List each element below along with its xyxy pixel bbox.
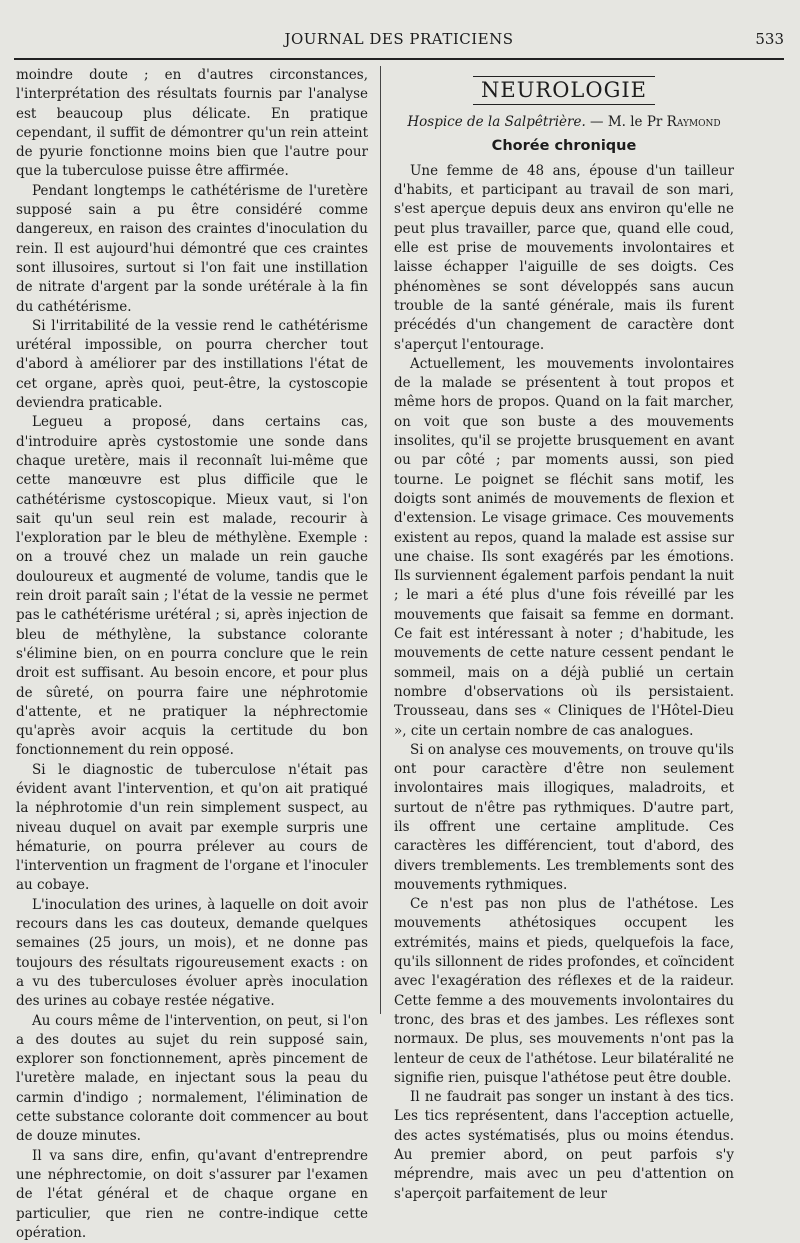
paragraph: Si l'irritabilité de la vessie rend le cathétérisme urétéral impossible, on pourra chercher tout d'abord à améliorer par des instillations l'état de cet organe, après quoi, peut-être, la cystoscopie deviendra praticable. (16, 317, 368, 412)
article-source (394, 113, 734, 132)
header-rule (14, 58, 784, 60)
source-separator: — M. le Pr (585, 114, 667, 131)
paragraph: Au cours même de l'intervention, on peut, si l'on a des doutes au sujet du rein supposé sain, explorer son fonctionnement, après pincement de l'uretère malade, en injectant sous la peau du carmin d'indigo ; normalement, l'élimination de cette substance colorante doit commencer au bout de douze minutes. (16, 1012, 368, 1145)
right-column (394, 66, 734, 1204)
paragraph: Il va sans dire, enfin, qu'avant d'entreprendre une néphrectomie, on doit s'assurer par l'examen de l'état général et de chaque organe en particulier, que rien ne contre-indique cette opération. (16, 1147, 368, 1241)
source-author: Raymond (666, 114, 721, 131)
paragraph: Si le diagnostic de tuberculose n'était pas évident avant l'intervention, et qu'on ait pratiqué la néphrotomie d'un rein simplement suspect, au niveau duquel on avait par exemple surpris une hématurie, on pourra prélever au cours de l'intervention un fragment de l'organe et l'inoculer au cobaye. (16, 761, 368, 894)
section-title-text: NEUROLOGIE (473, 76, 655, 105)
paragraph: Si on analyse ces mouvements, on trouve qu'ils ont pour caractère d'être non seulement involontaires mais illogiques, maladroits, et surtout de n'être pas rythmiques. D'autre part, ils offrent une certaine amplitude. Ces caractères les différencient, tout d'abord, des divers tremblements. Les tremblements sont des mouvements rythmiques. (394, 741, 734, 893)
paragraph: Pendant longtemps le cathétérisme de l'uretère supposé sain a pu être considéré comme dangereux, en raison des craintes d'inoculation du rein. Il est aujourd'hui démontré que ces craintes sont illusoires, surtout si l'on fait une instillation de nitrate d'argent par la sonde urétérale à la fin du cathétérisme. (16, 182, 368, 315)
paragraph: Ce n'est pas non plus de l'athétose. Les mouvements athétosiques occupent les extrémités, mains et pieds, quelquefois la face, qu'ils sillonnent de rides profondes, et coïncident avec l'exagération des réflexes et de la raideur. Cette femme a des mouvements involontaires du tronc, des bras et des jambes. Les réflexes sont normaux. De plus, ses mouvements n'ont pas la lenteur de ceux de l'athétose. Leur bilatéralité ne signifie rien, puisque l'athétose peut être double. (394, 896, 734, 1086)
paragraph: Actuellement, les mouvements involontaires de la malade se présentent à tout propos et même hors de propos. Quand on la fait marcher, on voit que son buste a des mouvements insolites, qu'il se projette brusquement en avant ou par côté ; par moments aussi, son pied tourne. Le poignet se fléchit sans motif, les doigts sont animés de mouvements de flexion et d'extension. Le visage grimace. Ces mouvements existent au repos, quand la malade est assise sur une chaise. Ils sont exagérés par les émotions. Ils surviennent également parfois pendant la nuit ; le mari a été plus d'une fois réveillé par les mouvements que faisait sa femme en dormant. Ce fait est intéressant à noter ; d'habitude, les mouvements de cette nature cessent pendant le sommeil, mais on a déjà publié un certain nombre d'observations où ils persistaient. Trousseau, dans ses « Cliniques de l'Hôtel-Dieu », cite un certain nombre de cas analogues. (394, 355, 734, 739)
running-header (14, 28, 784, 50)
page-number: 533 (755, 30, 784, 48)
source-hospital: Hospice de la Salpêtrière. (407, 114, 586, 131)
section-title (394, 76, 734, 105)
paragraph: L'inoculation des urines, à laquelle on doit avoir recours dans les cas douteux, demande quelques semaines (25 jours, un mois), et ne donne pas toujours des résultats rigoureusement exacts : on a vu des tuberculoses évoluer après inoculation des urines au cobaye restée négative. (16, 896, 368, 1010)
column-divider (380, 66, 381, 1014)
paragraph: moindre doute ; en d'autres circonstances, l'interprétation des résultats fournis par l'analyse est beaucoup plus délicate. En pratique cependant, il suffit de démontrer qu'un rein atteint de pyurie fonctionne moins bien que l'autre pour que la tuberculose puisse être affirmée. (16, 67, 368, 180)
journal-title: JOURNAL DES PRATICIENS (284, 30, 514, 48)
paragraph: Legueu a proposé, dans certains cas, d'introduire après cystostomie une sonde dans chaque uretère, mais il reconnaît lui-même que cette manœuvre est plus difficile que le cathétérisme cystoscopique. Mieux vaut, si l'on sait qu'un seul rein est malade, recourir à l'exploration par le bleu de méthylène. Exemple : on a trouvé chez un malade un rein gauche douloureux et augmenté de volume, tandis que le rein droit paraît sain ; l'état de la vessie ne permet pas le cathétérisme urétéral ; si, après injection de bleu de méthylène, la substance colorante s'élimine bien, on en pourra conclure que le rein droit est suffisant. Au besoin encore, et pour plus de sûreté, on pourra faire une néphrotomie d'attente, et ne pratiquer la néphrectomie qu'après avoir acquis la certitude du bon fonctionnement du rein opposé. (16, 414, 368, 759)
paragraph: Il ne faudrait pas songer un instant à des tics. Les tics représentent, dans l'acception actuelle, des actes systématisés, plus ou moins étendus. Au premier abord, on peut parfois s'y méprendre, mais avec un peu d'attention on s'aperçoit parfaitement de leur (394, 1089, 734, 1202)
article-title: Chorée chronique (491, 137, 637, 154)
left-column (16, 66, 368, 1243)
paragraph: Une femme de 48 ans, épouse d'un tailleur d'habits, et participant au travail de son mari, s'est aperçue depuis deux ans environ qu'elle ne peut plus travailler, parce que, quand elle coud, elle est prise de mouvements involontaires et laisse échapper l'aiguille de ses doigts. Ces phénomènes se sont développés sans aucun trouble de la santé générale, mais ils furent précédés d'un changement de caractère dont s'aperçut l'entourage. (394, 162, 734, 353)
